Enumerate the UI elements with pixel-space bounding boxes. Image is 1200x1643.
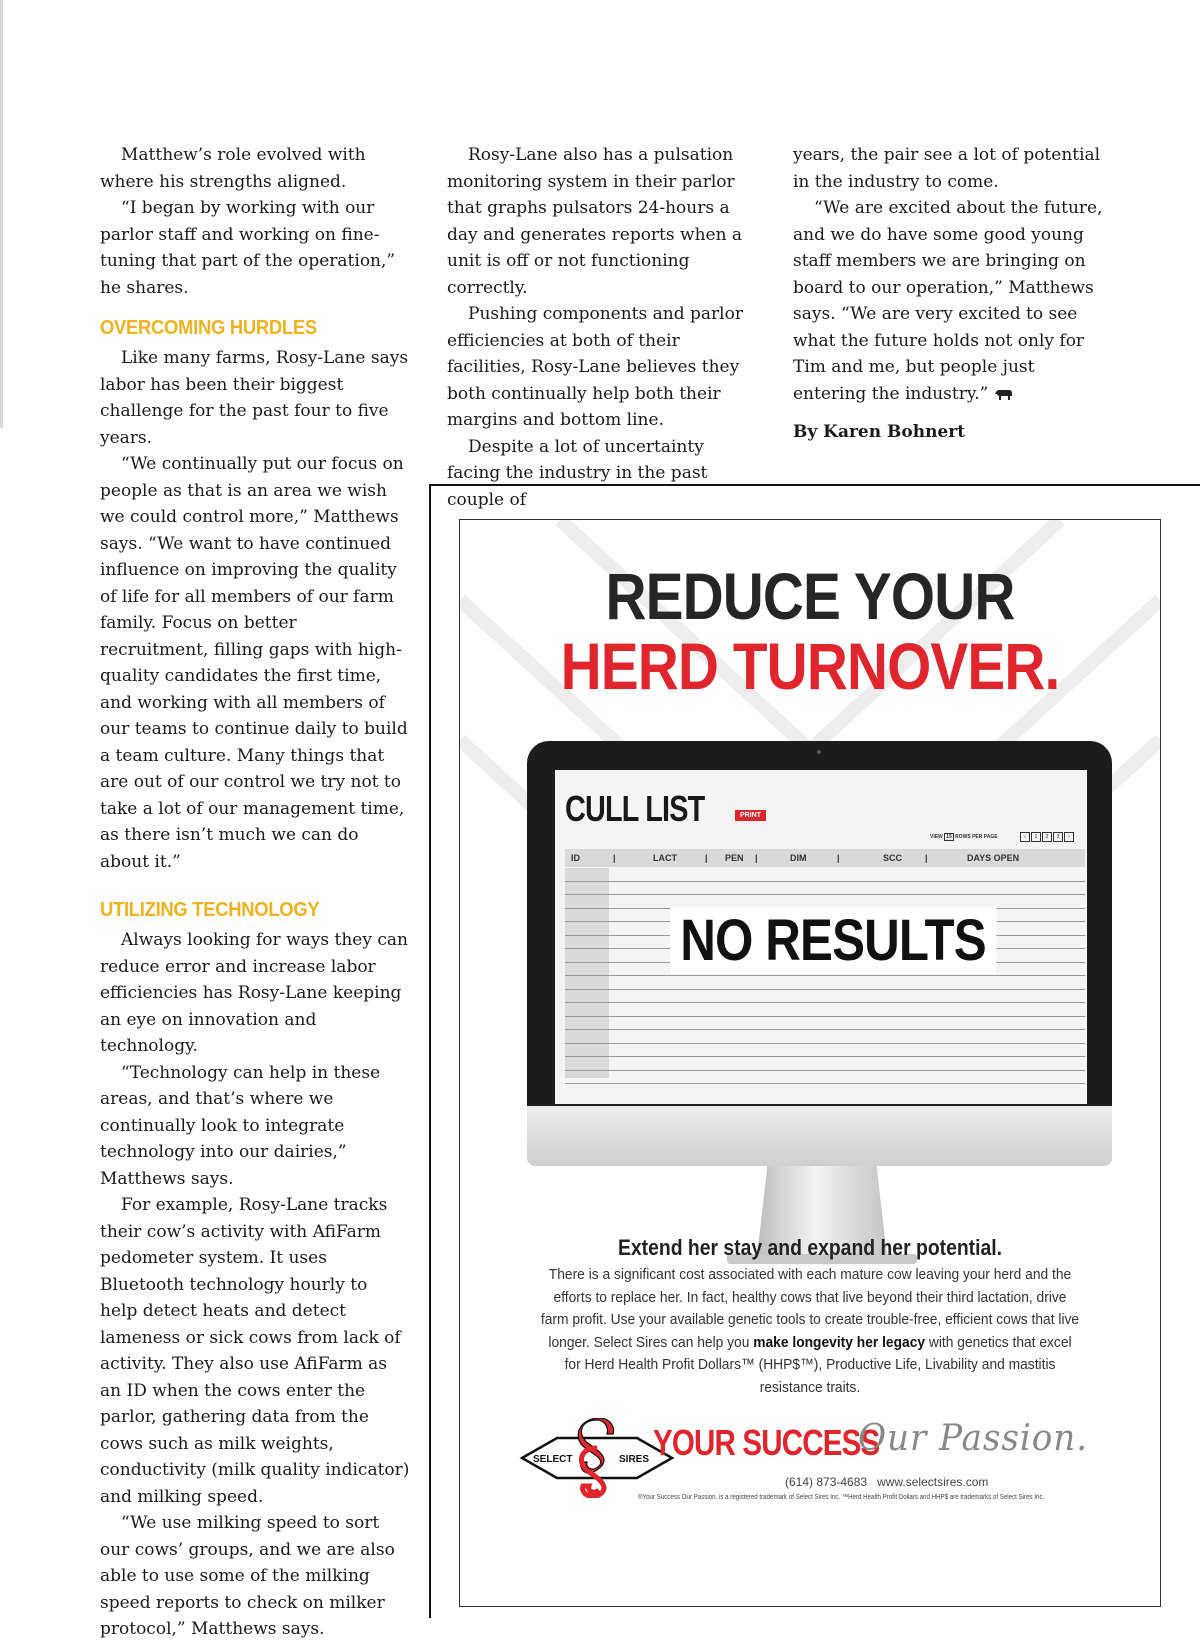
byline: By Karen Bohnert <box>793 422 966 442</box>
ad-frame-left <box>429 484 431 1618</box>
paragraph: Matthew’s role evolved with where his strengths aligned. <box>100 145 366 192</box>
body-text: with genetics that excel for Herd Health Profit Dollars™ (HHP$™), Productive Life, Livability and mastitis resistance traits. <box>564 1333 1072 1396</box>
cull-list-title: CULL LIST <box>565 788 705 829</box>
paragraph: “Technology can help in these areas, and that’s where we continually look to integrate technology into our dairies,” Matthews says. <box>100 1062 381 1189</box>
ad-frame-top <box>429 484 1200 486</box>
pager-page: 3 <box>1053 832 1063 842</box>
paragraph: Pushing components and parlor efficiencies at both of their facilities, Rosy-Lane believes they both continually help both their margins and bottom line. <box>447 304 743 430</box>
monitor-illustration <box>527 741 1112 1121</box>
column-header: DAYS OPEN <box>967 853 1020 863</box>
column-header: SCC <box>883 853 903 863</box>
pager-prev-icon: ‹ <box>1020 832 1030 842</box>
column-header: DIM <box>790 853 807 863</box>
table-header <box>565 849 1085 867</box>
empty-table-rows <box>565 868 1085 1084</box>
page-edge <box>0 0 3 428</box>
column-header: ID <box>571 853 580 863</box>
ad-slogan-script: Our Passion. <box>858 1418 1089 1459</box>
section-heading: OVERCOMING HURDLES <box>100 317 317 339</box>
paragraph: Always looking for ways they can reduce error and increase labor efficiencies has Rosy-Lane keeping an eye on innovation and technology. <box>100 930 408 1056</box>
column-header: LACT <box>653 853 677 863</box>
article-column-1 <box>100 142 410 1643</box>
paragraph: For example, Rosy-Lane tracks their cow’s activity with AfiFarm pedometer system. It uses Bluetooth technology hourly to help detect heats and detect lameness or sick cows from lack of activity. They also use AfiFarm as an ID when the cows enter the parlor, gathering data from the cows such as milk weights, conductivity (milk quality indicator) and milking speed. <box>100 1195 410 1507</box>
phone-number: (614) 873-4683 <box>785 1475 868 1489</box>
paragraph: Despite a lot of uncertainty facing the industry in the past couple of <box>447 436 708 510</box>
print-button: PRINT <box>735 810 766 821</box>
body-emphasis: make longevity her legacy <box>753 1333 926 1351</box>
column-divider: | <box>925 853 928 863</box>
article-column-3 <box>793 142 1103 446</box>
monitor-screen <box>555 770 1087 1104</box>
ad-tagline: Extend her stay and expand her potential. <box>617 1235 1003 1260</box>
ad-headline-line-1: REDUCE YOUR <box>605 559 1015 633</box>
cow-end-icon <box>994 388 1014 401</box>
website-link[interactable]: www.selectsires.com <box>877 1475 989 1489</box>
ad-headline-line-2: HERD TURNOVER. <box>560 629 1060 703</box>
quote-text: “We are excited about the future, and we do have some good young staff members we are bringing on board to our operation,” Matthews says. “We are very excited to see what the future holds not only for Tim and me, but people just entering the industry.” <box>793 198 1103 404</box>
article-column-2 <box>447 142 757 513</box>
ad-slogan: YOUR SUCCESS <box>653 1422 880 1463</box>
view-label: VIEW <box>930 834 943 840</box>
pager-page: 1 <box>1031 832 1041 842</box>
column-divider: | <box>837 853 840 863</box>
paragraph: Like many farms, Rosy-Lane says labor has been their biggest challenge for the past four to five years. <box>100 348 409 448</box>
column-header: PEN <box>725 853 744 863</box>
view-controls <box>930 834 998 840</box>
logo-text-select: SELECT <box>533 1454 573 1465</box>
trademark-notice: ®Your Success Our Passion. is a registered trademark of Select Sires Inc. ™Herd Health Profit Dollars and HHP$ are trademarks of Select Sires Inc. <box>638 1494 1045 1501</box>
ad-body-copy <box>539 1264 1082 1399</box>
column-divider: | <box>613 853 616 863</box>
paragraph: years, the pair see a lot of potential in the industry to come. <box>793 145 1101 192</box>
paragraph <box>793 195 1103 407</box>
pager <box>1020 832 1074 842</box>
no-results-message: NO RESULTS <box>670 907 996 974</box>
body-text: There is a significant cost associated with each mature cow leaving your herd and the efforts to replace her. In fact, healthy cows that live beyond their third lactation, drive farm profit. Use your available genetic tools to create trouble-free, efficient cows that live longer. Select Sires can help you <box>540 1266 1080 1351</box>
column-divider: | <box>755 853 758 863</box>
column-divider: | <box>705 853 708 863</box>
paragraph: “I began by working with our parlor staff and working on fine-tuning that part of the operation,” he shares. <box>100 198 396 298</box>
camera-dot <box>817 750 821 754</box>
section-heading: UTILIZING TECHNOLOGY <box>100 899 320 921</box>
paragraph: Rosy-Lane also has a pulsation monitoring system in their parlor that graphs pulsators 24-hours a day and generates reports when a unit is off or not functioning correctly. <box>447 145 743 298</box>
ad-contact <box>785 1475 998 1489</box>
advertisement <box>459 519 1161 1607</box>
rows-per-page-label: ROWS PER PAGE <box>955 834 998 840</box>
pager-next-icon: › <box>1064 832 1074 842</box>
pager-page: 2 <box>1042 832 1052 842</box>
view-select: 15 <box>946 834 952 840</box>
paragraph: “We use milking speed to sort our cows’ groups, and we are also able to use some of the milking speed reports to check on milker protocol,” Matthews says. <box>100 1513 395 1639</box>
monitor-chin <box>527 1106 1112 1166</box>
paragraph: “We continually put our focus on people as that is an area we wish we could control more,” Matthews says. “We want to have continued influence on improving the quality of life for all members of our farm family. Focus on better recruitment, filling gaps with high-quality candidates the first time, and working with all members of our teams to continue daily to build a team culture. Many things that are out of our control we try not to take a lot of our management time, as there isn’t much we can do about it.” <box>100 454 408 872</box>
logo-text-sires: SIRES <box>619 1454 650 1465</box>
